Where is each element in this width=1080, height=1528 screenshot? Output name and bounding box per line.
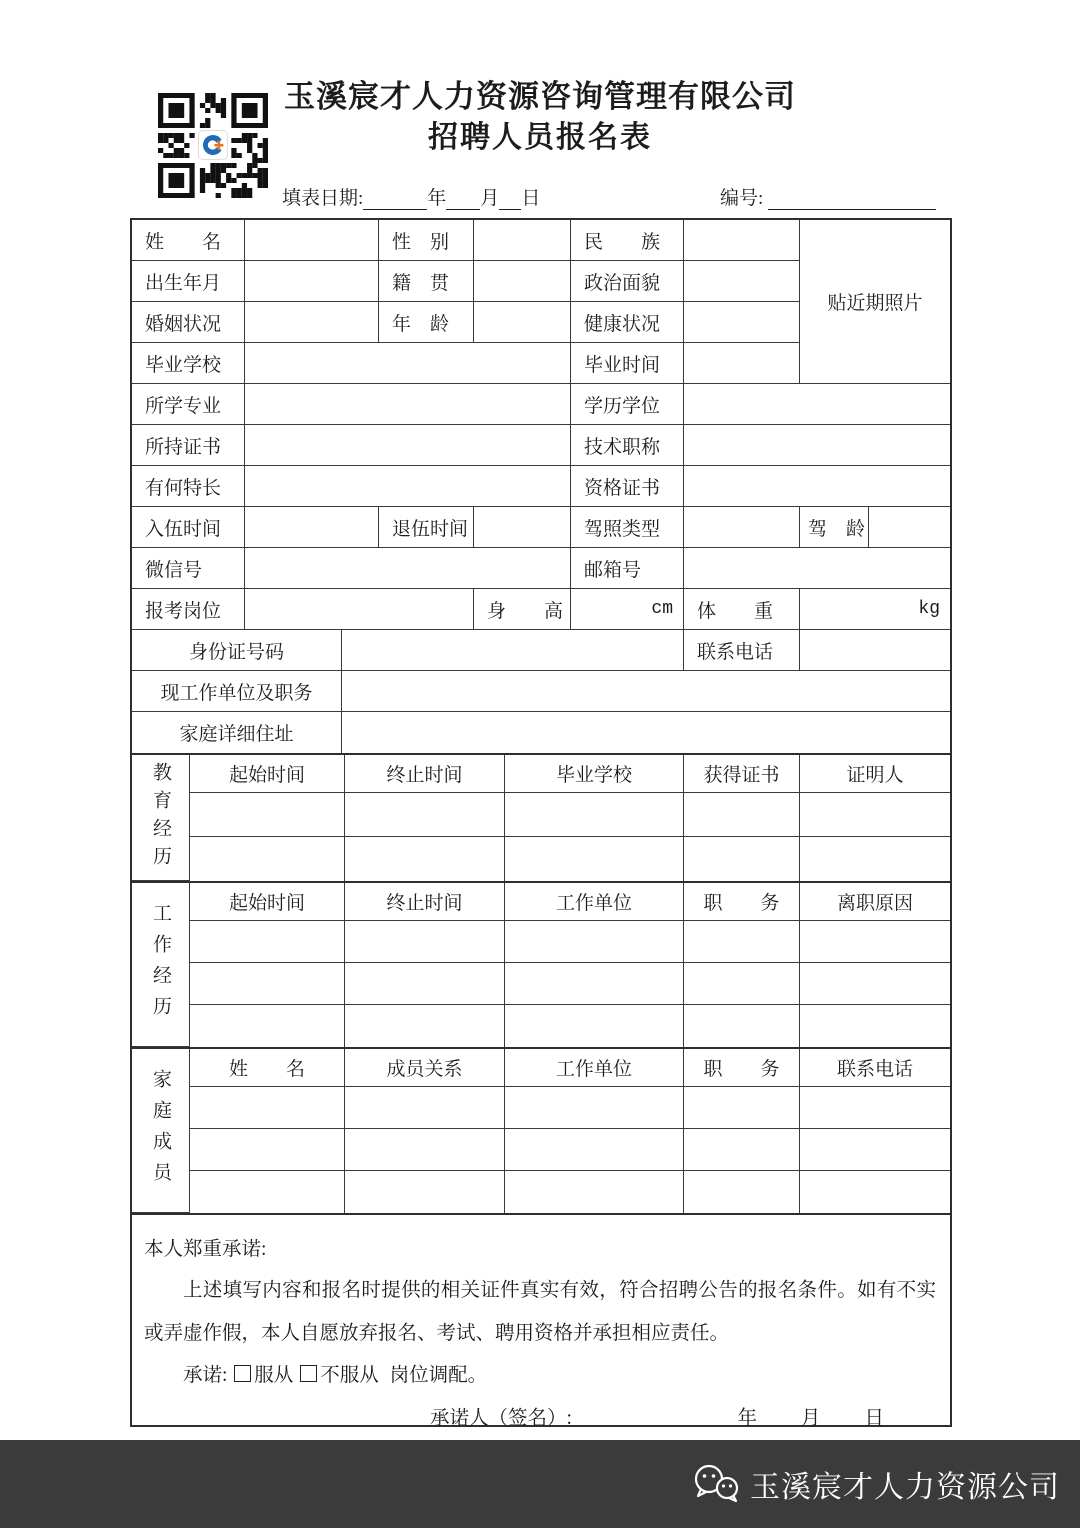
field-value-birth[interactable] — [245, 261, 379, 302]
field-value-marital[interactable] — [245, 302, 379, 343]
family-row-cell[interactable] — [800, 1171, 950, 1213]
family-row-cell[interactable] — [800, 1087, 950, 1129]
family-row-cell[interactable] — [505, 1171, 684, 1213]
family-row-cell[interactable] — [684, 1171, 800, 1213]
family-row-cell[interactable] — [190, 1171, 345, 1213]
work-section — [132, 881, 950, 1047]
field-label-marital: 婚姻状况 — [132, 302, 245, 343]
field-label-phone: 联系电话 — [684, 630, 800, 671]
work-row-cell[interactable] — [800, 963, 950, 1005]
serial-blank[interactable] — [768, 189, 936, 210]
signer-label: 承诺人（签名）: — [430, 1408, 572, 1429]
field-value-address[interactable] — [342, 712, 950, 753]
field-value-age[interactable] — [474, 302, 571, 343]
field-label-qual-cert: 资格证书 — [571, 466, 684, 507]
field-value-political[interactable] — [684, 261, 800, 302]
field-label-email: 邮箱号 — [571, 548, 684, 589]
work-row-cell[interactable] — [505, 921, 684, 963]
field-label-discharge-time: 退伍时间 — [379, 507, 474, 548]
education-col-reference: 证明人 — [800, 755, 950, 793]
field-label-certs-held: 所持证书 — [132, 425, 245, 466]
work-col-leave-reason: 离职原因 — [800, 883, 950, 921]
height-unit-cell[interactable]: cm — [571, 589, 684, 630]
fill-date-year-blank[interactable] — [363, 189, 427, 210]
family-row-cell[interactable] — [190, 1087, 345, 1129]
work-row-cell[interactable] — [505, 963, 684, 1005]
day-label: 日 — [521, 188, 541, 209]
work-col-end-time: 终止时间 — [345, 883, 505, 921]
commitment-title: 本人郑重承诺: — [144, 1239, 267, 1260]
date-serial-line — [130, 184, 948, 210]
education-section-label: 教育经历 — [132, 755, 190, 881]
sign-year-label: 年 — [737, 1408, 757, 1429]
work-row-cell[interactable] — [684, 963, 800, 1005]
fill-date-label: 填表日期: — [282, 188, 364, 209]
education-col-school: 毕业学校 — [505, 755, 684, 793]
field-value-specialty[interactable] — [245, 466, 571, 507]
application-form-table — [130, 218, 952, 1427]
education-row-cell[interactable] — [345, 793, 505, 837]
field-value-qual-cert[interactable] — [684, 466, 950, 507]
work-row-cell[interactable] — [684, 921, 800, 963]
field-value-gender[interactable] — [474, 220, 571, 261]
family-row-cell[interactable] — [684, 1087, 800, 1129]
commitment-section — [132, 1213, 950, 1429]
work-row-cell[interactable] — [505, 1005, 684, 1047]
fill-date-day-blank[interactable] — [499, 189, 521, 210]
sign-day-label: 日 — [864, 1408, 884, 1429]
education-col-end-time: 终止时间 — [345, 755, 505, 793]
education-col-certificate: 获得证书 — [684, 755, 800, 793]
education-row-cell[interactable] — [345, 837, 505, 881]
choice-suffix: 岗位调配。 — [389, 1365, 488, 1386]
fill-date-month-blank[interactable] — [446, 189, 480, 210]
commitment-body: 上述填写内容和报名时提供的相关证件真实有效，符合招聘公告的报名条件。如有不实或弄虚作假，本人自愿放弃报名、考试、聘用资格并承担相应责任。 — [144, 1280, 936, 1344]
month-label: 月 — [480, 188, 500, 209]
field-label-grad-school: 毕业学校 — [132, 343, 245, 384]
education-row-cell[interactable] — [800, 793, 950, 837]
field-value-phone[interactable] — [800, 630, 950, 671]
family-section-label: 家庭成员 — [132, 1049, 190, 1213]
company-title: 玉溪宸才人力资源咨询管理有限公司 — [284, 79, 796, 114]
work-row-cell[interactable] — [190, 963, 345, 1005]
footer-bar — [0, 1440, 1080, 1528]
field-label-enlist-time: 入伍时间 — [132, 507, 245, 548]
field-label-grad-time: 毕业时间 — [571, 343, 684, 384]
field-label-address: 家庭详细住址 — [132, 712, 342, 753]
family-col-position: 职 务 — [684, 1049, 800, 1087]
serial-label: 编号: — [719, 188, 764, 209]
work-row-cell[interactable] — [800, 1005, 950, 1047]
checkbox-not-obey[interactable] — [300, 1365, 317, 1382]
field-value-certs-held[interactable] — [245, 425, 571, 466]
education-row-cell[interactable] — [190, 837, 345, 881]
education-row-cell[interactable] — [684, 837, 800, 881]
family-col-phone: 联系电话 — [800, 1049, 950, 1087]
family-row-cell[interactable] — [345, 1171, 505, 1213]
field-label-current-job: 现工作单位及职务 — [132, 671, 342, 712]
choice-option-obey: 服从 — [254, 1365, 294, 1386]
field-value-wechat[interactable] — [245, 548, 571, 589]
commitment-choice-line — [144, 1355, 936, 1397]
field-value-id-number[interactable] — [342, 630, 684, 671]
field-value-native-place[interactable] — [474, 261, 571, 302]
field-value-email[interactable] — [684, 548, 950, 589]
choice-option-not-obey: 不服从 — [320, 1365, 379, 1386]
field-label-health: 健康状况 — [571, 302, 684, 343]
field-label-id-number: 身份证号码 — [132, 630, 342, 671]
field-label-specialty: 有何特长 — [132, 466, 245, 507]
field-value-enlist-time[interactable] — [245, 507, 379, 548]
work-row-cell[interactable] — [345, 963, 505, 1005]
signature-line — [144, 1399, 936, 1439]
education-row-cell[interactable] — [684, 793, 800, 837]
work-col-employer: 工作单位 — [505, 883, 684, 921]
work-col-position: 职 务 — [684, 883, 800, 921]
field-value-health[interactable] — [684, 302, 800, 343]
checkbox-obey[interactable] — [234, 1365, 251, 1382]
family-section — [132, 1047, 950, 1213]
field-label-name: 姓 名 — [132, 220, 245, 261]
family-row-cell[interactable] — [505, 1087, 684, 1129]
field-label-weight: 体 重 — [684, 589, 800, 630]
family-row-cell[interactable] — [345, 1087, 505, 1129]
education-row-cell[interactable] — [800, 837, 950, 881]
field-label-position: 报考岗位 — [132, 589, 245, 630]
family-row-cell[interactable] — [345, 1129, 505, 1171]
field-label-height: 身 高 — [474, 589, 571, 630]
sign-month-label: 月 — [800, 1408, 821, 1429]
field-value-current-job[interactable] — [342, 671, 950, 712]
field-label-age: 年 龄 — [379, 302, 474, 343]
work-col-start-time: 起始时间 — [190, 883, 345, 921]
field-label-birth: 出生年月 — [132, 261, 245, 302]
form-title: 招聘人员报名表 — [428, 121, 652, 154]
work-row-cell[interactable] — [190, 1005, 345, 1047]
field-label-native-place: 籍 贯 — [379, 261, 474, 302]
field-label-ethnicity: 民 族 — [571, 220, 684, 261]
family-row-cell[interactable] — [800, 1129, 950, 1171]
field-value-degree[interactable] — [684, 384, 950, 425]
work-row-cell[interactable] — [345, 921, 505, 963]
field-value-grad-time[interactable] — [684, 343, 800, 384]
weight-unit-cell[interactable]: kg — [800, 589, 950, 630]
field-value-grad-school[interactable] — [245, 343, 571, 384]
field-label-major: 所学专业 — [132, 384, 245, 425]
work-row-cell[interactable] — [345, 1005, 505, 1047]
field-label-political: 政治面貌 — [571, 261, 684, 302]
field-value-discharge-time[interactable] — [474, 507, 571, 548]
wechat-icon — [692, 1463, 740, 1505]
field-value-ethnicity[interactable] — [684, 220, 800, 261]
work-row-cell[interactable] — [800, 921, 950, 963]
education-row-cell[interactable] — [505, 793, 684, 837]
field-value-tech-title[interactable] — [684, 425, 950, 466]
field-value-driving-age[interactable] — [869, 507, 950, 548]
work-section-label: 工作经历 — [132, 883, 190, 1047]
field-value-position[interactable] — [245, 589, 474, 630]
photo-cell: 贴近期照片 — [800, 220, 950, 384]
basic-info-grid — [132, 220, 950, 753]
family-row-cell[interactable] — [505, 1129, 684, 1171]
field-value-name[interactable] — [245, 220, 379, 261]
field-label-driving-age: 驾 龄 — [800, 507, 869, 548]
field-label-gender: 性 别 — [379, 220, 474, 261]
family-col-relation: 成员关系 — [345, 1049, 505, 1087]
family-row-cell[interactable] — [190, 1129, 345, 1171]
year-label: 年 — [427, 188, 447, 209]
field-label-license-type: 驾照类型 — [571, 507, 684, 548]
field-value-major[interactable] — [245, 384, 571, 425]
work-row-cell[interactable] — [684, 1005, 800, 1047]
family-col-name: 姓 名 — [190, 1049, 345, 1087]
field-value-license-type[interactable] — [684, 507, 800, 548]
family-row-cell[interactable] — [684, 1129, 800, 1171]
field-label-degree: 学历学位 — [571, 384, 684, 425]
choice-prefix: 承诺: — [183, 1365, 228, 1386]
field-label-wechat: 微信号 — [132, 548, 245, 589]
family-col-employer: 工作单位 — [505, 1049, 684, 1087]
education-section — [132, 753, 950, 881]
footer-brand: 玉溪宸才人力资源公司 — [750, 1471, 1060, 1504]
field-label-tech-title: 技术职称 — [571, 425, 684, 466]
signature-date — [737, 1399, 884, 1439]
education-row-cell[interactable] — [190, 793, 345, 837]
work-row-cell[interactable] — [190, 921, 345, 963]
education-row-cell[interactable] — [505, 837, 684, 881]
education-col-start-time: 起始时间 — [190, 755, 345, 793]
